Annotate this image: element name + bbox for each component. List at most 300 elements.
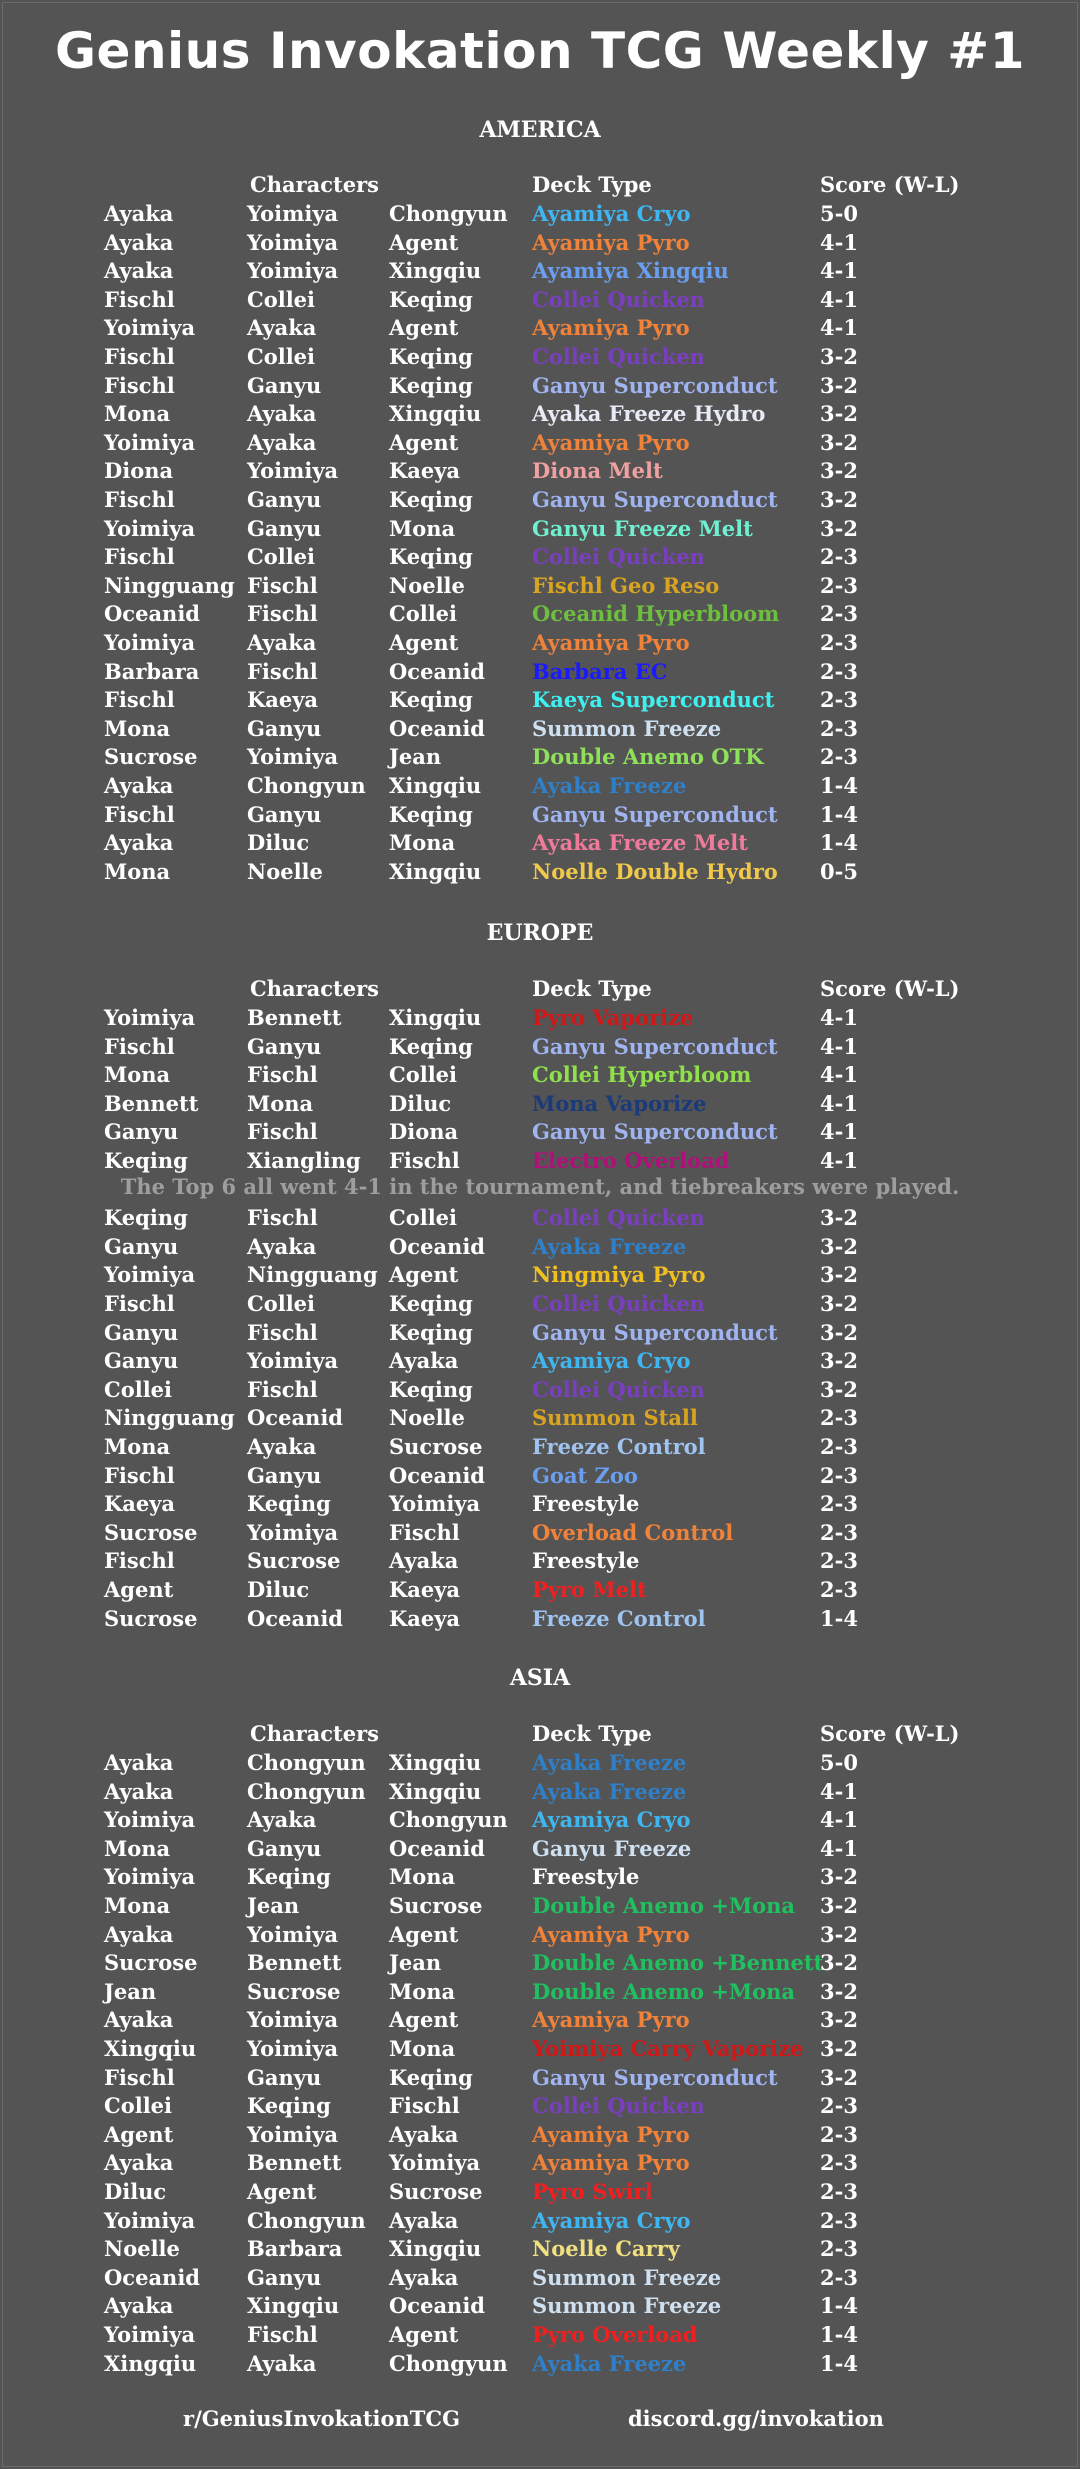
table-row [0, 400, 1080, 429]
character-name: Keqing [389, 1319, 473, 1345]
deck-type: Ayamiya Xingqiu [532, 258, 729, 284]
table-row [0, 600, 1080, 629]
character-name: Diluc [247, 830, 310, 856]
score: 3-2 [820, 1376, 858, 1402]
table-row [0, 1376, 1080, 1405]
deck-type: Ganyu Superconduct [532, 487, 778, 512]
character-name: Ayaka [104, 2007, 174, 2033]
deck-type: Diona Melt [532, 458, 663, 484]
character-name: Agent [389, 429, 459, 455]
score: 4-1 [820, 1835, 858, 1861]
character-name: Barbara [104, 658, 200, 684]
table-row [0, 543, 1080, 572]
table-row [0, 1949, 1080, 1978]
character-name: Mona [104, 1893, 171, 1918]
character-name: Noelle [104, 2236, 180, 2262]
score: 2-3 [820, 1577, 858, 1602]
character-name: Agent [247, 2179, 317, 2204]
character-name: Xingqiu [389, 1750, 482, 1775]
score: 3-2 [820, 429, 858, 455]
character-name: Agent [389, 1921, 459, 1947]
character-name: Fischl [104, 372, 175, 398]
deck-type: Ayaka Freeze [532, 2350, 687, 2376]
score: 2-3 [820, 1434, 858, 1459]
table-row [0, 2006, 1080, 2035]
table-row [0, 2235, 1080, 2264]
score: 3-2 [820, 458, 858, 484]
character-name: Kaeya [247, 687, 319, 713]
character-name: Collei [247, 344, 316, 369]
deck-type: Barbara EC [532, 658, 668, 684]
deck-type: Collei Quicken [532, 286, 705, 312]
character-name: Keqing [104, 1148, 188, 1173]
deck-type: Ganyu Superconduct [532, 372, 778, 398]
table-row [0, 515, 1080, 544]
table-row [0, 1978, 1080, 2007]
score: 4-1 [820, 1119, 858, 1145]
score: 3-2 [820, 2007, 858, 2033]
character-name: Chongyun [389, 1807, 508, 1833]
score: 5-0 [820, 201, 858, 226]
region-title: AMERICA [479, 117, 601, 143]
table-row [0, 2207, 1080, 2236]
character-name: Ganyu [247, 1462, 322, 1488]
deck-type: Summon Freeze [532, 715, 722, 741]
score: 3-2 [820, 515, 858, 541]
deck-type: Collei Quicken [532, 2093, 705, 2119]
deck-type: Oceanid Hyperbloom [532, 601, 780, 627]
table-row [0, 1576, 1080, 1605]
character-name: Xingqiu [389, 773, 482, 798]
character-name: Xingqiu [104, 2036, 197, 2061]
deck-type: Ayaka Freeze Melt [532, 830, 748, 856]
character-name: Mona [104, 1062, 171, 1088]
table-row [0, 715, 1080, 744]
character-name: Oceanid [389, 1233, 485, 1259]
table-row [0, 1921, 1080, 1950]
character-name: Yoimiya [104, 1005, 196, 1030]
score: 4-1 [820, 1033, 858, 1059]
table-row [0, 1863, 1080, 1892]
score: 3-2 [820, 1262, 858, 1288]
character-name: Keqing [247, 1864, 331, 1890]
character-name: Sucrose [247, 1548, 341, 1574]
character-name: Sucrose [389, 2179, 483, 2204]
character-name: Yoimiya [247, 744, 339, 770]
character-name: Fischl [389, 1519, 460, 1545]
deck-type: Collei Quicken [532, 1291, 705, 1316]
score: 1-4 [820, 2293, 858, 2319]
character-name: Agent [389, 2322, 459, 2347]
character-name: Sucrose [104, 744, 198, 770]
character-name: Agent [389, 315, 459, 341]
deck-type: Freeze Control [532, 1434, 706, 1459]
character-name: Yoimiya [247, 1519, 339, 1545]
table-row [0, 1290, 1080, 1319]
score: 4-1 [820, 1062, 858, 1088]
table-row [0, 2121, 1080, 2150]
table-row [0, 686, 1080, 715]
table-row [0, 1490, 1080, 1519]
character-name: Fischl [247, 2322, 318, 2347]
deck-type: Ayamiya Pyro [532, 630, 690, 655]
table-row [0, 1519, 1080, 1548]
score: 2-3 [820, 544, 858, 570]
table-row [0, 286, 1080, 315]
character-name: Collei [104, 1376, 173, 1402]
page-title: Genius Invokation TCG Weekly #1 [55, 22, 1025, 80]
character-name: Yoimiya [104, 1262, 196, 1288]
character-name: Noelle [389, 1405, 465, 1431]
character-name: Yoimiya [104, 2322, 196, 2347]
score: 4-1 [820, 1005, 858, 1030]
character-name: Ganyu [247, 1835, 322, 1861]
character-name: Collei [389, 1062, 458, 1088]
deck-type: Pyro Overload [532, 2322, 698, 2347]
character-name: Diona [104, 458, 174, 484]
deck-type: Summon Freeze [532, 2293, 722, 2319]
deck-type-header: Deck Type [532, 976, 652, 1001]
character-name: Chongyun [389, 2350, 508, 2376]
deck-type: Ayamiya Pyro [532, 2150, 690, 2176]
characters-header: Characters [250, 172, 379, 197]
character-name: Oceanid [389, 658, 485, 684]
character-name: Bennett [104, 1090, 199, 1116]
character-name: Bennett [247, 2150, 342, 2176]
deck-type: Double Anemo OTK [532, 744, 764, 770]
character-name: Keqing [247, 1491, 331, 1517]
character-name: Ganyu [247, 487, 322, 512]
score: 4-1 [820, 229, 858, 255]
character-name: Collei [247, 286, 316, 312]
deck-type: Collei Hyperbloom [532, 1062, 752, 1088]
character-name: Barbara [247, 2236, 343, 2262]
character-name: Fischl [104, 801, 175, 827]
character-name: Collei [247, 544, 316, 570]
score: 3-2 [820, 2036, 858, 2061]
character-name: Yoimiya [104, 315, 196, 341]
character-name: Fischl [104, 1291, 175, 1316]
deck-type: Summon Stall [532, 1405, 698, 1431]
region-title: ASIA [509, 1665, 571, 1691]
character-name: Fischl [104, 544, 175, 570]
score: 2-3 [820, 1491, 858, 1517]
table-row [0, 2035, 1080, 2064]
character-name: Ayaka [104, 1921, 174, 1947]
score: 2-3 [820, 630, 858, 655]
score: 2-3 [820, 687, 858, 713]
character-name: Fischl [247, 601, 318, 627]
score: 2-3 [820, 715, 858, 741]
table-row [0, 1261, 1080, 1290]
character-name: Yoimiya [104, 2207, 196, 2233]
character-name: Chongyun [247, 1750, 366, 1775]
score: 4-1 [820, 286, 858, 312]
deck-type: Ayaka Freeze [532, 1750, 687, 1775]
subreddit-link[interactable]: r/GeniusInvokationTCG [183, 2406, 461, 2431]
table-row [0, 2064, 1080, 2093]
character-name: Oceanid [389, 1462, 485, 1488]
table-row [0, 1061, 1080, 1090]
character-name: Chongyun [389, 201, 508, 226]
score: 3-2 [820, 1348, 858, 1374]
character-name: Fischl [104, 687, 175, 713]
score: 5-0 [820, 1750, 858, 1775]
character-name: Mona [104, 858, 171, 884]
score: 3-2 [820, 1978, 858, 2004]
character-name: Agent [104, 1577, 174, 1602]
character-name: Fischl [247, 1319, 318, 1345]
character-name: Mona [389, 1978, 456, 2004]
deck-type: Ganyu Freeze [532, 1835, 692, 1861]
character-name: Ningguang [247, 1262, 378, 1288]
character-name: Keqing [389, 372, 473, 398]
table-row [0, 1404, 1080, 1433]
character-name: Yoimiya [389, 1491, 481, 1517]
table-row [0, 2350, 1080, 2379]
score: 1-4 [820, 830, 858, 856]
character-name: Yoimiya [104, 1807, 196, 1833]
table-row [0, 2178, 1080, 2207]
character-name: Yoimiya [247, 1348, 339, 1374]
character-name: Oceanid [389, 2293, 485, 2319]
table-row [0, 343, 1080, 372]
deck-type: Mona Vaporize [532, 1090, 707, 1116]
character-name: Yoimiya [247, 2036, 339, 2061]
characters-header: Characters [250, 1721, 379, 1746]
character-name: Keqing [389, 1376, 473, 1402]
deck-type: Ayamiya Pyro [532, 2007, 690, 2033]
deck-type: Ayamiya Cryo [532, 1348, 691, 1374]
deck-type: Double Anemo +Mona [532, 1978, 796, 2004]
score: 4-1 [820, 1778, 858, 1804]
character-name: Keqing [389, 2064, 473, 2090]
score: 2-3 [820, 1405, 858, 1431]
score: 1-4 [820, 2322, 858, 2347]
deck-type: Yoimiya Carry Vaporize [532, 2036, 804, 2061]
table-header [0, 171, 1080, 200]
deck-type: Overload Control [532, 1519, 734, 1545]
character-name: Ayaka [247, 1434, 317, 1459]
score: 2-3 [820, 1548, 858, 1574]
character-name: Ayaka [247, 2350, 317, 2376]
table-row [0, 457, 1080, 486]
character-name: Ganyu [104, 1233, 179, 1259]
character-name: Fischl [247, 572, 318, 598]
table-row [0, 743, 1080, 772]
character-name: Yoimiya [247, 2007, 339, 2033]
character-name: Mona [104, 401, 171, 427]
character-name: Fischl [247, 1062, 318, 1088]
table-row [0, 1090, 1080, 1119]
character-name: Diluc [247, 1577, 310, 1602]
table-row [0, 1835, 1080, 1864]
deck-type: Ayamiya Pyro [532, 429, 690, 455]
character-name: Mona [389, 830, 456, 856]
character-name: Fischl [104, 286, 175, 312]
deck-type-header: Deck Type [532, 1721, 652, 1746]
score: 2-3 [820, 2093, 858, 2119]
table-row [0, 1547, 1080, 1576]
character-name: Ayaka [104, 201, 174, 226]
table-header [0, 975, 1080, 1004]
character-name: Ayaka [389, 2121, 459, 2147]
character-name: Ningguang [104, 1405, 235, 1431]
character-name: Yoimiya [104, 429, 196, 455]
deck-type: Fischl Geo Reso [532, 572, 720, 598]
character-name: Mona [389, 2036, 456, 2061]
character-name: Sucrose [104, 1519, 198, 1545]
character-name: Ganyu [247, 372, 322, 398]
character-name: Fischl [247, 1119, 318, 1145]
character-name: Yoimiya [247, 458, 339, 484]
deck-type: Freestyle [532, 1548, 640, 1574]
character-name: Ayaka [247, 1233, 317, 1259]
table-row [0, 801, 1080, 830]
score: 4-1 [820, 1090, 858, 1116]
deck-type: Ningmiya Pyro [532, 1262, 706, 1288]
score: 3-2 [820, 1205, 858, 1231]
character-name: Ganyu [104, 1119, 179, 1145]
character-name: Ayaka [247, 630, 317, 655]
character-name: Xiangling [247, 1148, 361, 1173]
character-name: Ayaka [104, 2150, 174, 2176]
character-name: Collei [247, 1291, 316, 1316]
table-row [0, 1778, 1080, 1807]
deck-type: Collei Quicken [532, 1205, 705, 1231]
table-row [0, 2264, 1080, 2293]
deck-type: Kaeya Superconduct [532, 687, 775, 713]
score: 2-3 [820, 2207, 858, 2233]
table-row [0, 486, 1080, 515]
character-name: Noelle [389, 572, 465, 598]
deck-type: Electro Overload [532, 1148, 730, 1173]
character-name: Agent [104, 2121, 174, 2147]
character-name: Agent [389, 2007, 459, 2033]
score: 3-2 [820, 1291, 858, 1316]
table-row [0, 772, 1080, 801]
deck-type: Pyro Melt [532, 1577, 647, 1602]
deck-type: Freestyle [532, 1491, 640, 1517]
character-name: Keqing [389, 1033, 473, 1059]
table-row [0, 2092, 1080, 2121]
character-name: Xingqiu [389, 258, 482, 284]
discord-link[interactable]: discord.gg/invokation [628, 2406, 884, 2431]
score: 3-2 [820, 401, 858, 427]
score: 4-1 [820, 258, 858, 284]
character-name: Fischl [104, 2064, 175, 2090]
score: 2-3 [820, 658, 858, 684]
score: 2-3 [820, 744, 858, 770]
score: 4-1 [820, 1807, 858, 1833]
character-name: Sucrose [389, 1893, 483, 1918]
score: 3-2 [820, 344, 858, 369]
table-row [0, 858, 1080, 887]
deck-type: Pyro Vaporize [532, 1005, 694, 1030]
character-name: Keqing [389, 344, 473, 369]
character-name: Xingqiu [389, 2236, 482, 2262]
character-name: Xingqiu [389, 1005, 482, 1030]
deck-type: Ganyu Superconduct [532, 1319, 778, 1345]
score: 1-4 [820, 773, 858, 798]
table-row [0, 1233, 1080, 1262]
character-name: Kaeya [389, 1605, 461, 1631]
score: 2-3 [820, 601, 858, 627]
score: 3-2 [820, 1864, 858, 1890]
character-name: Yoimiya [104, 515, 196, 541]
score: 2-3 [820, 2121, 858, 2147]
table-row [0, 1433, 1080, 1462]
table-row [0, 829, 1080, 858]
deck-type: Pyro Swirl [532, 2179, 653, 2204]
score: 2-3 [820, 572, 858, 598]
character-name: Ganyu [247, 515, 322, 541]
character-name: Yoimiya [247, 229, 339, 255]
tiebreaker-note: The Top 6 all went 4-1 in the tournament, and tiebreakers were played. [120, 1174, 960, 1199]
character-name: Keqing [104, 1205, 188, 1231]
table-row [0, 1462, 1080, 1491]
character-name: Sucrose [247, 1978, 341, 2004]
character-name: Fischl [389, 2093, 460, 2119]
character-name: Collei [104, 2093, 173, 2119]
table-row [0, 257, 1080, 286]
deck-type: Ayaka Freeze Hydro [532, 401, 766, 427]
table-row [0, 1204, 1080, 1233]
deck-type: Ayamiya Pyro [532, 1921, 690, 1947]
character-name: Yoimiya [104, 1864, 196, 1890]
table-row [0, 572, 1080, 601]
score: 2-3 [820, 2179, 858, 2204]
score: 2-3 [820, 2264, 858, 2290]
character-name: Ganyu [247, 1033, 322, 1059]
character-name: Kaeya [389, 1577, 461, 1602]
character-name: Ganyu [247, 715, 322, 741]
character-name: Ayaka [389, 2264, 459, 2290]
table-row [0, 1118, 1080, 1147]
character-name: Mona [389, 515, 456, 541]
character-name: Sucrose [104, 1950, 198, 1976]
character-name: Yoimiya [389, 2150, 481, 2176]
score: 1-4 [820, 1605, 858, 1631]
table-header [0, 1720, 1080, 1749]
score: 4-1 [820, 1148, 858, 1173]
character-name: Ganyu [247, 2264, 322, 2290]
table-row [0, 1004, 1080, 1033]
score-header: Score (W-L) [820, 172, 960, 197]
character-name: Keqing [389, 1291, 473, 1316]
deck-type: Freeze Control [532, 1605, 706, 1631]
table-row [0, 1147, 1080, 1176]
table-row [0, 658, 1080, 687]
character-name: Kaeya [104, 1491, 176, 1517]
character-name: Ganyu [247, 801, 322, 827]
character-name: Agent [389, 630, 459, 655]
character-name: Fischl [247, 658, 318, 684]
table-row [0, 372, 1080, 401]
character-name: Chongyun [247, 773, 366, 798]
score: 2-3 [820, 1519, 858, 1545]
deck-type: Ayamiya Pyro [532, 315, 690, 341]
character-name: Oceanid [104, 601, 200, 627]
character-name: Mona [104, 1835, 171, 1861]
score: 3-2 [820, 372, 858, 398]
character-name: Ayaka [247, 1807, 317, 1833]
character-name: Mona [104, 715, 171, 741]
deck-type: Ganyu Superconduct [532, 2064, 778, 2090]
score: 3-2 [820, 487, 858, 512]
table-row [0, 629, 1080, 658]
deck-type: Ganyu Superconduct [532, 1033, 778, 1059]
